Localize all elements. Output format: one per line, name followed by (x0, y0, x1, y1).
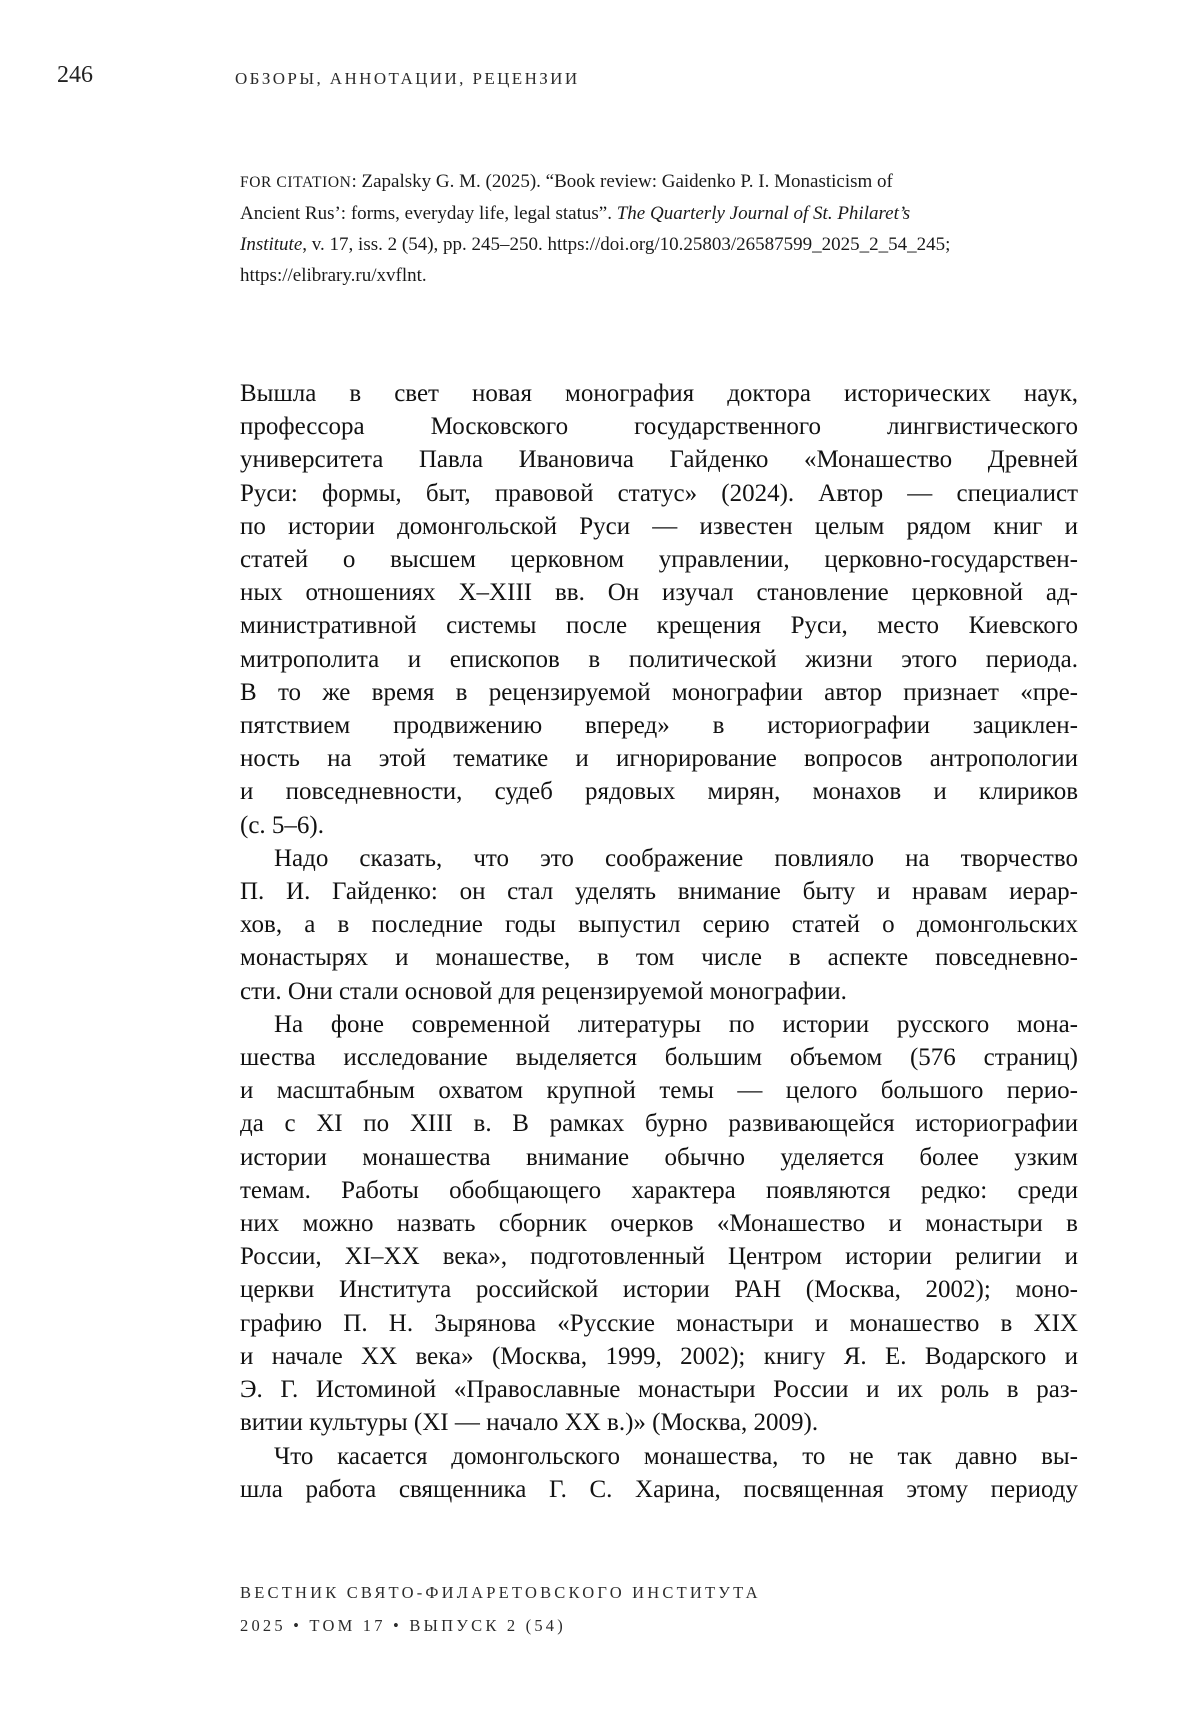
citation-journal-title: The Quarterly Journal of St. Philaret’s Institute (240, 203, 911, 255)
citation-text-after-journal: , v. 17, iss. 2 (54), pp. 245–250. https://doi.org/10.25803/26587599_2025_2_54_245; https://elibrary.ru/xvflnt. (240, 234, 951, 286)
text-line: истории монашества внимание обычно уделяется более узким (240, 1143, 1078, 1171)
text-line: шества исследование выделяется большим объемом (576 страниц) (240, 1044, 1078, 1072)
text-line: и повседневности, судеб рядовых мирян, монахов и клириков (240, 778, 1078, 806)
text-line: по истории домонгольской Руси — известен целым рядом книг и (240, 512, 1078, 540)
citation-block (240, 166, 954, 291)
text-line: да с XI по XIII в. В рамках бурно развивающейся историографии (240, 1110, 1078, 1138)
text-line: темам. Работы обобщающего характера появляются редко: среди (240, 1176, 1078, 1204)
text-line: ных отношениях X–XIII вв. Он изучал становление церковной ад- (240, 579, 1078, 607)
text-line: России, XI–XX века», подготовленный Центром истории религии и (240, 1243, 1078, 1271)
text-line: Руси: формы, быт, правовой статус» (2024). Автор — специалист (240, 479, 1078, 507)
body-text (240, 377, 1078, 1506)
running-head: ОБЗОРЫ, АННОТАЦИИ, РЕЦЕНЗИИ (235, 69, 580, 88)
text-line: Э. Г. Истоминой «Православные монастыри России и их роль в раз- (240, 1376, 1078, 1404)
text-line: Надо сказать, что это соображение повлияло на творчество (274, 844, 1078, 872)
text-line: (с. 5–6). (240, 811, 324, 839)
text-line: и начале XX века» (Москва, 1999, 2002); книгу Я. Е. Водарского и (240, 1342, 1078, 1370)
text-line: митрополита и епископов в политической жизни этого периода. (240, 645, 1078, 673)
text-line: профессора Московского государственного лингвистического (240, 413, 1078, 441)
text-line: графию П. Н. Зырянова «Русские монастыри и монашество в XIX (240, 1309, 1078, 1337)
body-paragraph (240, 842, 1078, 1008)
text-line: них можно назвать сборник очерков «Монашество и монастыри в (240, 1210, 1078, 1238)
body-paragraph (240, 1008, 1078, 1440)
text-line: Что касается домонгольского монашества, то не так давно вы- (274, 1442, 1078, 1470)
text-line: монастырях и монашестве, в том числе в аспекте повседневно- (240, 944, 1078, 972)
text-line: министративной системы после крещения Руси, место Киевского (240, 612, 1078, 640)
text-line: П. И. Гайденко: он стал уделять внимание быту и нравам иерар- (240, 878, 1078, 906)
text-line: На фоне современной литературы по истории русского мона- (274, 1010, 1078, 1038)
text-line: шла работа священника Г. С. Харина, посвященная этому периоду (240, 1475, 1078, 1503)
text-line: церкви Института российской истории РАН (Москва, 2002); моно- (240, 1276, 1078, 1304)
footer-journal-name: ВЕСТНИК СВЯТО-ФИЛАРЕТОВСКОГО ИНСТИТУТА (240, 1583, 761, 1602)
citation-text-before-journal: : Zapalsky G. M. (2025). “Book review: Gaidenko P. I. Monasticism of Ancient Rus’: forms, everyday life, legal status”. (240, 171, 893, 224)
text-line: пятствием продвижению вперед» в историографии зациклен- (240, 712, 1078, 740)
footer-issue-info: 2025 • ТОМ 17 • ВЫПУСК 2 (54) (240, 1616, 566, 1635)
body-paragraph (240, 377, 1078, 842)
text-line: Вышла в свет новая монография доктора исторических наук, (240, 380, 1078, 407)
text-line: хов, а в последние годы выпустил серию статей о домонгольских (240, 911, 1078, 939)
text-line: университета Павла Ивановича Гайденко «Монашество Древней (240, 446, 1078, 474)
body-paragraph (240, 1440, 1078, 1506)
text-line: ность на этой тематике и игнорирование вопросов антропологии (240, 745, 1078, 773)
citation-label: FOR CITATION (240, 174, 352, 191)
page-footer (240, 1583, 761, 1649)
text-line: В то же время в рецензируемой монографии автор признает «пре- (240, 678, 1078, 706)
text-line: и масштабным охватом крупной темы — целого большого перио- (240, 1077, 1078, 1105)
text-line: статей о высшем церковном управлении, церковно-государствен- (240, 546, 1078, 574)
page-number: 246 (57, 62, 93, 88)
text-line: сти. Они стали основой для рецензируемой монографии. (240, 977, 847, 1005)
text-line: витии культуры (XI — начало XX в.)» (Москва, 2009). (240, 1409, 819, 1437)
